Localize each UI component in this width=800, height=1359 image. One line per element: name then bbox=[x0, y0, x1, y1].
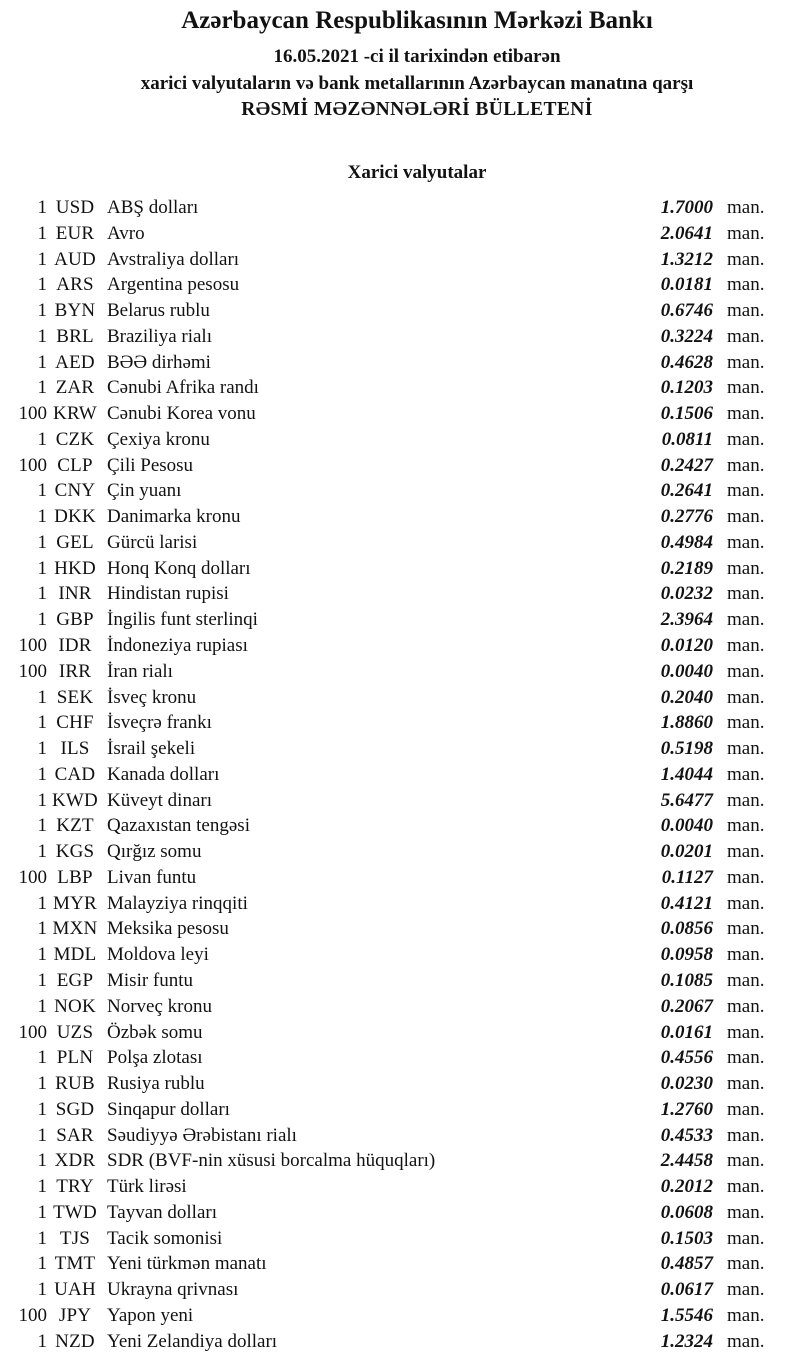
quantity-cell: 1 bbox=[37, 841, 47, 863]
currency-code-cell: ZAR bbox=[55, 377, 95, 399]
quantity-cell: 1 bbox=[37, 1227, 47, 1249]
quantity-cell: 1 bbox=[37, 222, 47, 244]
currency-code-cell: IDR bbox=[58, 635, 92, 657]
unit-cell: man. bbox=[727, 1150, 765, 1172]
rate-value-cell: 0.1085 bbox=[660, 969, 713, 991]
currency-code-cell: SAR bbox=[56, 1124, 94, 1146]
rate-value-cell: 1.3212 bbox=[660, 248, 713, 270]
currency-code-cell: KRW bbox=[53, 403, 97, 425]
unit-cell: man. bbox=[727, 686, 765, 708]
currency-name-cell: Kanada dolları bbox=[107, 763, 220, 785]
currency-name-cell: İndoneziya rupiası bbox=[107, 635, 248, 657]
quantity-cell: 1 bbox=[37, 506, 47, 528]
currency-code-cell: GBP bbox=[56, 609, 94, 631]
rate-value-cell: 1.2324 bbox=[660, 1330, 713, 1352]
rate-value-cell: 0.2012 bbox=[660, 1176, 713, 1198]
rate-row bbox=[0, 1200, 800, 1226]
unit-cell: man. bbox=[727, 944, 765, 966]
currency-code-cell: KWD bbox=[52, 789, 98, 811]
currency-code-cell: TWD bbox=[53, 1201, 97, 1223]
currency-code-cell: EGP bbox=[56, 969, 94, 991]
rate-value-cell: 0.0617 bbox=[660, 1279, 713, 1301]
rate-row bbox=[0, 195, 800, 221]
currency-name-cell: İsveçrə frankı bbox=[107, 712, 212, 734]
unit-cell: man. bbox=[727, 995, 765, 1017]
currency-code-cell: AUD bbox=[54, 248, 96, 270]
quantity-cell: 1 bbox=[37, 377, 47, 399]
currency-code-cell: MXN bbox=[52, 918, 98, 940]
rate-row bbox=[0, 504, 800, 530]
quantity-cell: 1 bbox=[37, 1176, 47, 1198]
currency-name-cell: Danimarka kronu bbox=[107, 506, 241, 528]
currency-code-cell: GEL bbox=[56, 531, 94, 553]
currency-name-cell: Rusiya rublu bbox=[107, 1073, 205, 1095]
currency-name-cell: Çili Pesosu bbox=[107, 454, 194, 476]
rate-row bbox=[0, 350, 800, 376]
rate-row bbox=[0, 607, 800, 633]
unit-cell: man. bbox=[727, 506, 765, 528]
unit-cell: man. bbox=[727, 1021, 765, 1043]
rate-row bbox=[0, 1251, 800, 1277]
unit-cell: man. bbox=[727, 454, 765, 476]
rate-row bbox=[0, 1097, 800, 1123]
rate-value-cell: 0.2641 bbox=[660, 480, 713, 502]
quantity-cell: 100 bbox=[18, 1021, 47, 1043]
unit-cell: man. bbox=[727, 789, 765, 811]
quantity-cell: 1 bbox=[37, 1073, 47, 1095]
currency-name-cell: İran rialı bbox=[107, 660, 173, 682]
quantity-cell: 1 bbox=[37, 969, 47, 991]
unit-cell: man. bbox=[727, 351, 765, 373]
currency-name-cell: Yeni türkmən manatı bbox=[107, 1253, 267, 1275]
rate-value-cell: 0.1203 bbox=[660, 377, 713, 399]
unit-cell: man. bbox=[727, 428, 765, 450]
quantity-cell: 1 bbox=[37, 531, 47, 553]
currency-code-cell: XDR bbox=[54, 1150, 96, 1172]
currency-name-cell: Çexiya kronu bbox=[107, 428, 210, 450]
rate-value-cell: 1.5546 bbox=[660, 1304, 713, 1326]
unit-cell: man. bbox=[727, 557, 765, 579]
rate-row bbox=[0, 968, 800, 994]
rate-value-cell: 0.0120 bbox=[660, 635, 713, 657]
unit-cell: man. bbox=[727, 1098, 765, 1120]
currency-name-cell: Cənubi Korea vonu bbox=[107, 403, 256, 425]
quantity-cell: 1 bbox=[37, 712, 47, 734]
unit-cell: man. bbox=[727, 1073, 765, 1095]
effective-date-line: 16.05.2021 -ci il tarixindən etibarən bbox=[273, 46, 561, 67]
rate-row bbox=[0, 401, 800, 427]
bulletin-title-line: RƏSMİ MƏZƏNNƏLƏRİ BÜLLETENİ bbox=[241, 99, 593, 120]
rate-row bbox=[0, 633, 800, 659]
rate-value-cell: 0.0232 bbox=[660, 583, 713, 605]
quantity-cell: 100 bbox=[18, 403, 47, 425]
currency-name-cell: Honq Konq dolları bbox=[107, 557, 251, 579]
rate-row bbox=[0, 1045, 800, 1071]
rate-value-cell: 0.4984 bbox=[660, 531, 713, 553]
currency-name-cell: Səudiyyə Ərəbistanı rialı bbox=[107, 1124, 297, 1146]
currency-code-cell: TRY bbox=[56, 1176, 94, 1198]
currency-name-cell: Türk lirəsi bbox=[107, 1176, 187, 1198]
rate-value-cell: 0.2427 bbox=[660, 454, 713, 476]
unit-cell: man. bbox=[727, 300, 765, 322]
rate-row bbox=[0, 813, 800, 839]
rate-row bbox=[0, 659, 800, 685]
currency-code-cell: BYN bbox=[54, 300, 96, 322]
currency-name-cell: Özbək somu bbox=[107, 1021, 203, 1043]
currency-name-cell: Sinqapur dolları bbox=[107, 1098, 230, 1120]
currency-name-cell: Belarus rublu bbox=[107, 300, 210, 322]
currency-code-cell: INR bbox=[58, 583, 92, 605]
rate-value-cell: 0.2189 bbox=[660, 557, 713, 579]
unit-cell: man. bbox=[727, 1124, 765, 1146]
currency-name-cell: SDR (BVF-nin xüsusi borcalma hüquqları) bbox=[107, 1150, 436, 1172]
currency-code-cell: CZK bbox=[55, 428, 95, 450]
rate-row bbox=[0, 762, 800, 788]
rate-row bbox=[0, 1303, 800, 1329]
currency-code-cell: NOK bbox=[54, 995, 96, 1017]
unit-cell: man. bbox=[727, 866, 765, 888]
currency-code-cell: ILS bbox=[60, 738, 90, 760]
quantity-cell: 1 bbox=[37, 944, 47, 966]
rate-row bbox=[0, 942, 800, 968]
rate-value-cell: 1.8860 bbox=[660, 712, 713, 734]
currency-name-cell: Polşa zlotası bbox=[107, 1047, 203, 1069]
rate-row bbox=[0, 272, 800, 298]
rate-row bbox=[0, 221, 800, 247]
currency-code-cell: DKK bbox=[54, 506, 96, 528]
currency-name-cell: Çin yuanı bbox=[107, 480, 182, 502]
currency-code-cell: BRL bbox=[56, 325, 94, 347]
rate-row bbox=[0, 710, 800, 736]
rate-row bbox=[0, 1277, 800, 1303]
quantity-cell: 1 bbox=[37, 248, 47, 270]
quantity-cell: 1 bbox=[37, 274, 47, 296]
rate-value-cell: 0.0201 bbox=[660, 841, 713, 863]
unit-cell: man. bbox=[727, 660, 765, 682]
rate-value-cell: 2.4458 bbox=[660, 1150, 713, 1172]
rate-row bbox=[0, 581, 800, 607]
currency-code-cell: IRR bbox=[58, 660, 92, 682]
quantity-cell: 1 bbox=[37, 763, 47, 785]
unit-cell: man. bbox=[727, 222, 765, 244]
rate-row bbox=[0, 788, 800, 814]
rate-value-cell: 0.0958 bbox=[660, 944, 713, 966]
currency-code-cell: UAH bbox=[54, 1279, 96, 1301]
quantity-cell: 100 bbox=[18, 1304, 47, 1326]
rates-table bbox=[0, 195, 800, 1354]
currency-name-cell: Tacik somonisi bbox=[107, 1227, 223, 1249]
currency-code-cell: SGD bbox=[55, 1098, 95, 1120]
rate-row bbox=[0, 478, 800, 504]
currency-name-cell: İngilis funt sterlinqi bbox=[107, 609, 258, 631]
rate-row bbox=[0, 530, 800, 556]
currency-name-cell: BƏƏ dirhəmi bbox=[107, 351, 211, 373]
unit-cell: man. bbox=[727, 841, 765, 863]
unit-cell: man. bbox=[727, 248, 765, 270]
quantity-cell: 1 bbox=[37, 300, 47, 322]
quantity-cell: 1 bbox=[37, 1098, 47, 1120]
currency-name-cell: Livan funtu bbox=[107, 866, 197, 888]
unit-cell: man. bbox=[727, 377, 765, 399]
rate-value-cell: 0.2067 bbox=[660, 995, 713, 1017]
currency-code-cell: USD bbox=[55, 197, 95, 218]
quantity-cell: 1 bbox=[37, 480, 47, 502]
quantity-cell: 1 bbox=[37, 738, 47, 760]
currency-code-cell: EUR bbox=[55, 222, 95, 244]
unit-cell: man. bbox=[727, 197, 765, 218]
unit-cell: man. bbox=[727, 1201, 765, 1223]
rate-row bbox=[0, 1148, 800, 1174]
quantity-cell: 1 bbox=[37, 557, 47, 579]
rate-row bbox=[0, 247, 800, 273]
rate-row bbox=[0, 1329, 800, 1355]
unit-cell: man. bbox=[727, 1279, 765, 1301]
rate-value-cell: 1.4044 bbox=[660, 763, 713, 785]
quantity-cell: 100 bbox=[18, 454, 47, 476]
bank-name-title: Azərbaycan Respublikasının Mərkəzi Bankı bbox=[181, 7, 653, 34]
currency-code-cell: CHF bbox=[56, 712, 94, 734]
rate-value-cell: 1.7000 bbox=[660, 197, 713, 218]
quantity-cell: 100 bbox=[18, 660, 47, 682]
currency-code-cell: NZD bbox=[55, 1330, 95, 1352]
quantity-cell: 1 bbox=[37, 789, 47, 811]
unit-cell: man. bbox=[727, 1330, 765, 1352]
currency-name-cell: Tayvan dolları bbox=[107, 1201, 217, 1223]
currency-name-cell: Avstraliya dolları bbox=[107, 248, 240, 270]
quantity-cell: 1 bbox=[37, 1253, 47, 1275]
quantity-cell: 1 bbox=[37, 1201, 47, 1223]
rate-value-cell: 0.0856 bbox=[660, 918, 713, 940]
unit-cell: man. bbox=[727, 274, 765, 296]
unit-cell: man. bbox=[727, 403, 765, 425]
currency-code-cell: SEK bbox=[56, 686, 94, 708]
currency-code-cell: KGS bbox=[55, 841, 95, 863]
quantity-cell: 100 bbox=[18, 635, 47, 657]
rate-value-cell: 0.4556 bbox=[660, 1047, 713, 1069]
quantity-cell: 1 bbox=[37, 609, 47, 631]
unit-cell: man. bbox=[727, 1253, 765, 1275]
currency-code-cell: TMT bbox=[54, 1253, 96, 1275]
currency-name-cell: ABŞ dolları bbox=[107, 197, 199, 218]
rate-row bbox=[0, 427, 800, 453]
currency-name-cell: Norveç kronu bbox=[107, 995, 212, 1017]
rate-row bbox=[0, 865, 800, 891]
currency-name-cell: Cənubi Afrika randı bbox=[107, 377, 259, 399]
rate-value-cell: 0.2040 bbox=[660, 686, 713, 708]
unit-cell: man. bbox=[727, 918, 765, 940]
quantity-cell: 100 bbox=[18, 866, 47, 888]
currency-code-cell: MYR bbox=[53, 892, 97, 914]
rate-value-cell: 1.2760 bbox=[660, 1098, 713, 1120]
quantity-cell: 1 bbox=[37, 686, 47, 708]
unit-cell: man. bbox=[727, 1176, 765, 1198]
rate-row bbox=[0, 1071, 800, 1097]
rate-value-cell: 0.1506 bbox=[660, 403, 713, 425]
rate-row bbox=[0, 891, 800, 917]
quantity-cell: 1 bbox=[37, 1279, 47, 1301]
rate-row bbox=[0, 839, 800, 865]
currency-name-cell: Braziliya rialı bbox=[107, 325, 212, 347]
quantity-cell: 1 bbox=[37, 197, 47, 218]
unit-cell: man. bbox=[727, 1304, 765, 1326]
quantity-cell: 1 bbox=[37, 815, 47, 837]
rate-row bbox=[0, 1020, 800, 1046]
quantity-cell: 1 bbox=[37, 583, 47, 605]
unit-cell: man. bbox=[727, 1047, 765, 1069]
rate-value-cell: 0.4857 bbox=[660, 1253, 713, 1275]
currency-code-cell: HKD bbox=[54, 557, 96, 579]
unit-cell: man. bbox=[727, 712, 765, 734]
rate-row bbox=[0, 375, 800, 401]
currency-code-cell: CNY bbox=[54, 480, 96, 502]
rate-row bbox=[0, 324, 800, 350]
unit-cell: man. bbox=[727, 763, 765, 785]
currency-code-cell: JPY bbox=[58, 1304, 92, 1326]
currency-name-cell: Yeni Zelandiya dolları bbox=[107, 1330, 278, 1352]
currency-name-cell: Hindistan rupisi bbox=[107, 583, 229, 605]
rate-value-cell: 0.4533 bbox=[660, 1124, 713, 1146]
currency-name-cell: Meksika pesosu bbox=[107, 918, 229, 940]
rate-row bbox=[0, 453, 800, 479]
currency-code-cell: CLP bbox=[57, 454, 93, 476]
rate-row bbox=[0, 994, 800, 1020]
rate-row bbox=[0, 916, 800, 942]
rate-value-cell: 0.3224 bbox=[660, 325, 713, 347]
quantity-cell: 1 bbox=[37, 428, 47, 450]
rate-value-cell: 0.0040 bbox=[660, 660, 713, 682]
currency-code-cell: PLN bbox=[56, 1047, 94, 1069]
bulletin-subtitle-line: xarici valyutaların və bank metallarının Azərbaycan manatına qarşı bbox=[140, 73, 694, 94]
quantity-cell: 1 bbox=[37, 1150, 47, 1172]
currency-name-cell: İsrail şekeli bbox=[107, 738, 196, 760]
rate-row bbox=[0, 1174, 800, 1200]
unit-cell: man. bbox=[727, 635, 765, 657]
rate-value-cell: 0.4628 bbox=[660, 351, 713, 373]
quantity-cell: 1 bbox=[37, 918, 47, 940]
quantity-cell: 1 bbox=[37, 1330, 47, 1352]
currency-name-cell: İsveç kronu bbox=[107, 686, 197, 708]
rate-value-cell: 0.1503 bbox=[660, 1227, 713, 1249]
currency-code-cell: CAD bbox=[54, 763, 96, 785]
quantity-cell: 1 bbox=[37, 892, 47, 914]
rate-value-cell: 0.5198 bbox=[660, 738, 713, 760]
rate-value-cell: 0.0230 bbox=[660, 1073, 713, 1095]
rate-row bbox=[0, 685, 800, 711]
unit-cell: man. bbox=[727, 531, 765, 553]
section-title-foreign-currencies: Xarici valyutalar bbox=[347, 162, 487, 183]
rate-row bbox=[0, 1226, 800, 1252]
rate-row bbox=[0, 1123, 800, 1149]
currency-code-cell: LBP bbox=[57, 866, 93, 888]
currency-code-cell: UZS bbox=[56, 1021, 94, 1043]
unit-cell: man. bbox=[727, 480, 765, 502]
currency-name-cell: Qırğız somu bbox=[107, 841, 202, 863]
rate-value-cell: 0.6746 bbox=[660, 300, 713, 322]
currency-name-cell: Küveyt dinarı bbox=[107, 789, 213, 811]
quantity-cell: 1 bbox=[37, 351, 47, 373]
quantity-cell: 1 bbox=[37, 1124, 47, 1146]
currency-code-cell: KZT bbox=[56, 815, 94, 837]
rate-value-cell: 5.6477 bbox=[660, 789, 713, 811]
currency-name-cell: Misir funtu bbox=[107, 969, 194, 991]
unit-cell: man. bbox=[727, 892, 765, 914]
rate-value-cell: 0.0161 bbox=[660, 1021, 713, 1043]
currency-name-cell: Yapon yeni bbox=[107, 1304, 194, 1326]
unit-cell: man. bbox=[727, 325, 765, 347]
rate-value-cell: 0.0811 bbox=[661, 428, 713, 450]
unit-cell: man. bbox=[727, 583, 765, 605]
currency-code-cell: TJS bbox=[59, 1227, 91, 1249]
unit-cell: man. bbox=[727, 609, 765, 631]
currency-code-cell: AED bbox=[55, 351, 95, 373]
currency-name-cell: Argentina pesosu bbox=[107, 274, 240, 296]
rate-row bbox=[0, 556, 800, 582]
currency-name-cell: Qazaxıstan tengəsi bbox=[107, 815, 250, 837]
rate-value-cell: 0.1127 bbox=[661, 866, 713, 888]
unit-cell: man. bbox=[727, 815, 765, 837]
unit-cell: man. bbox=[727, 969, 765, 991]
currency-name-cell: Ukrayna qrivnası bbox=[107, 1279, 239, 1301]
currency-code-cell: ARS bbox=[56, 274, 94, 296]
rate-value-cell: 0.2776 bbox=[660, 506, 713, 528]
quantity-cell: 1 bbox=[37, 1047, 47, 1069]
currency-code-cell: MDL bbox=[53, 944, 97, 966]
rate-value-cell: 2.3964 bbox=[660, 609, 713, 631]
quantity-cell: 1 bbox=[37, 995, 47, 1017]
unit-cell: man. bbox=[727, 1227, 765, 1249]
unit-cell: man. bbox=[727, 738, 765, 760]
currency-name-cell: Avro bbox=[107, 222, 145, 244]
quantity-cell: 1 bbox=[37, 325, 47, 347]
currency-name-cell: Moldova leyi bbox=[107, 944, 209, 966]
rate-value-cell: 0.0040 bbox=[660, 815, 713, 837]
rate-row bbox=[0, 736, 800, 762]
rate-value-cell: 0.4121 bbox=[660, 892, 713, 914]
rate-value-cell: 2.0641 bbox=[660, 222, 713, 244]
rate-value-cell: 0.0608 bbox=[660, 1201, 713, 1223]
currency-code-cell: RUB bbox=[55, 1073, 95, 1095]
currency-name-cell: Malayziya rinqqiti bbox=[107, 892, 248, 914]
rate-row bbox=[0, 298, 800, 324]
currency-name-cell: Gürcü larisi bbox=[107, 531, 198, 553]
rate-value-cell: 0.0181 bbox=[660, 274, 713, 296]
